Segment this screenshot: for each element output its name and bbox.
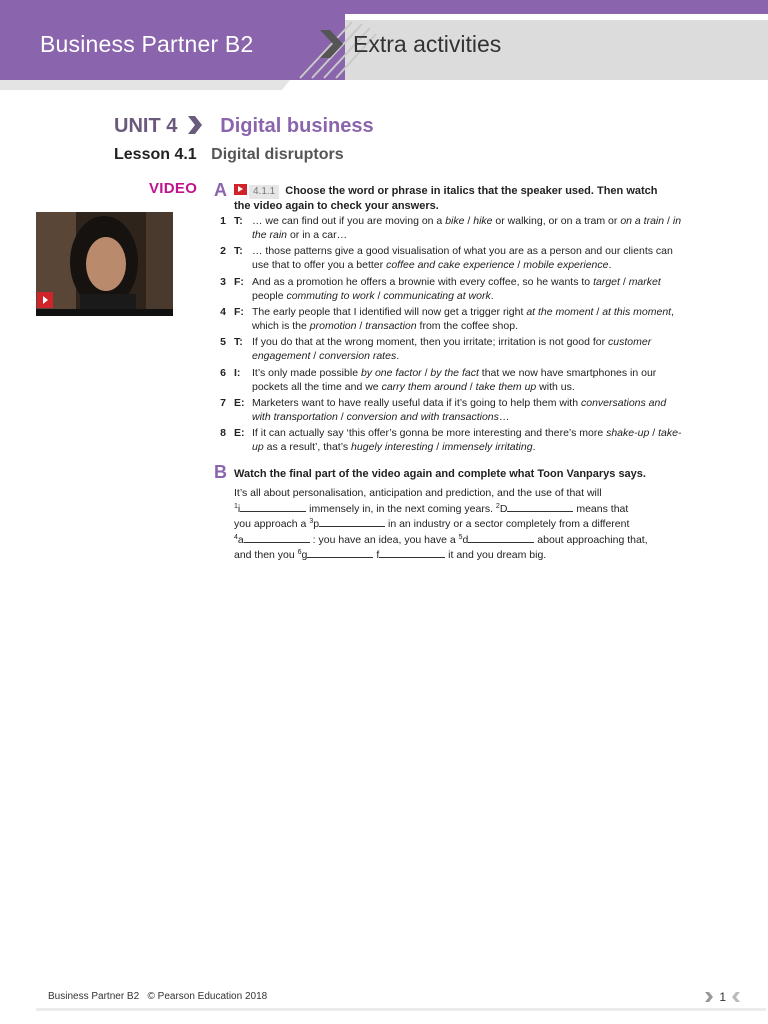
instruction-text: Choose the word or phrase in italics that the speaker used. Then watch the video again to check your answers. [234, 185, 658, 212]
gap-1-blank[interactable] [240, 501, 306, 512]
item-text[interactable]: The early people that I identified will now get a trigger right at the moment / at this moment, which is the promotion / transaction from the coffee shop. [252, 306, 675, 332]
speaker-label: T: [234, 336, 243, 348]
footer-copyright: © Pearson Education 2018 [147, 991, 268, 1002]
speaker-portrait-image [36, 212, 173, 316]
speaker-label: F: [234, 276, 244, 288]
section-title: Extra activities [353, 31, 502, 57]
item-text[interactable]: If it can actually say ‘this offer’s gonna be more interesting and there’s more shake-up / take-up as a result’, that’s hugely interesting / immensely irritating. [252, 427, 682, 453]
audio-play-icon[interactable] [234, 184, 247, 195]
item-text[interactable]: … those patterns give a good visualisation of what you are as a person and our clients can use that to offer you a better coffee and cake experience / mobile experience. [252, 245, 673, 271]
speaker-label: T: [234, 215, 243, 227]
section-a-letter: A [214, 180, 227, 200]
chevron-right-icon [186, 116, 202, 134]
item-number: 2 [220, 245, 226, 257]
unit-heading [114, 115, 374, 141]
chevron-right-icon [704, 992, 716, 1002]
item-number: 3 [220, 276, 226, 288]
video-label: VIDEO [149, 180, 198, 197]
section-b-letter: B [214, 462, 227, 482]
page-number: 1 [719, 990, 727, 1004]
video-progress-bar [36, 309, 173, 316]
unit-title: Digital business [220, 115, 374, 137]
section-b-instruction: Watch the final part of the video again and complete what Toon Vanparys says. [234, 468, 646, 480]
item-number: 1 [220, 215, 226, 227]
item-text[interactable]: If you do that at the wrong moment, then you irritate; irritation is not good for customer engagement / conversion rates. [252, 336, 652, 362]
lesson-heading [114, 146, 344, 164]
chevron-left-icon [729, 992, 741, 1002]
footer-credits [48, 991, 267, 1002]
gap-4-blank[interactable] [244, 532, 310, 543]
play-icon[interactable] [37, 292, 53, 308]
item-number: 4 [220, 306, 226, 318]
brand-title: Business Partner B2 [40, 31, 254, 57]
speaker-label: E: [234, 397, 245, 409]
speaker-label: T: [234, 245, 243, 257]
footer-page [704, 990, 741, 1004]
footer-rule [36, 1008, 766, 1011]
speaker-label: E: [234, 427, 245, 439]
item-text[interactable]: … we can find out if you are moving on a bike / hike or walking, or on a tram or on a train / in the rain or in a car… [252, 215, 682, 241]
item-text[interactable]: It’s only made possible by one factor / by the fact that we now have smartphones in our pockets all the time and we carry them around / take them up with us. [252, 367, 657, 393]
gap-3-blank[interactable] [319, 516, 385, 527]
item-number: 6 [220, 367, 226, 379]
lesson-label: Lesson 4.1 [114, 146, 197, 163]
speaker-label: I: [234, 367, 241, 379]
video-thumbnail[interactable] [36, 212, 173, 316]
gap-6-blank[interactable] [307, 547, 373, 558]
gap-fill-paragraph: It’s all about personalisation, anticipation and prediction, and the use of that will $^1$i immensely in, in the next coming years. $^2$D means that you approach a $^3$p in an industry or a sector completely from a different $^4$a : you have an idea, you have a $^5$d about approaching that, and then you $^6$g f it and you dream big. [234, 487, 648, 561]
footer-brand: Business Partner B2 [48, 991, 140, 1002]
track-number: 4.1.1 [249, 185, 279, 199]
speaker-label: F: [234, 306, 244, 318]
gap-2-blank[interactable] [507, 501, 573, 512]
item-number: 8 [220, 427, 226, 439]
item-text[interactable]: And as a promotion he offers a brownie with every coffee, so he wants to target / market people commuting to work / communicating at work. [252, 276, 661, 302]
item-number: 7 [220, 397, 226, 409]
gap-7-blank[interactable] [379, 547, 445, 558]
unit-label: UNIT 4 [114, 115, 178, 137]
item-text[interactable]: Marketers want to have really useful data if it’s going to help them with conversations and with transportation / conversion and with transactions… [252, 397, 667, 423]
item-number: 5 [220, 336, 226, 348]
lesson-title: Digital disruptors [211, 146, 344, 163]
gap-5-blank[interactable] [468, 532, 534, 543]
section-a-instruction [234, 184, 674, 213]
